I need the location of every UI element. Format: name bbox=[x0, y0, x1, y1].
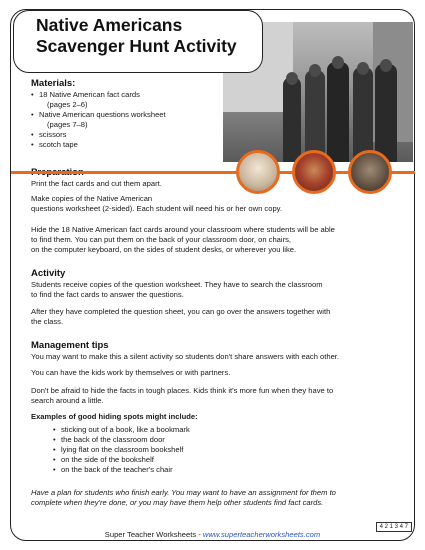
portrait-circle-2 bbox=[292, 150, 336, 194]
hiding-spots-list bbox=[53, 425, 401, 475]
list-item: • lying flat on the classroom bookshelf bbox=[53, 445, 401, 455]
worksheet-code: 4 2 1 3 4 7 bbox=[376, 522, 412, 532]
footer bbox=[0, 530, 425, 539]
portrait-circle-1 bbox=[236, 150, 280, 194]
list-item: • sticking out of a book, like a bookmark bbox=[53, 425, 401, 435]
tips-hide: Don't be afraid to hide the facts in tough places. Kids think it's more fun when they have to search around a little. bbox=[31, 386, 334, 405]
list-item: • scissors bbox=[31, 130, 401, 140]
list-item: • on the back of the teacher's chair bbox=[53, 465, 401, 475]
closing-note: Have a plan for students who finish early. You may want to have an assignment for them to complete when they're done, or you may have them help other students find fact cards. bbox=[31, 488, 336, 507]
preparation-copies: Make copies of the Native American questions worksheet (2-sided). Each student will need his or her own copy. bbox=[31, 194, 283, 213]
tips-heading: Management tips bbox=[31, 340, 109, 351]
activity-review: After they have completed the question sheet, you can go over the answers together with the class. bbox=[31, 307, 331, 326]
list-item: • 18 Native American fact cards (pages 2–6) bbox=[31, 90, 401, 110]
examples-heading: Examples of good hiding spots might include: bbox=[31, 412, 198, 421]
list-item: • on the side of the bookshelf bbox=[53, 455, 401, 465]
list-item: • Native American questions worksheet (pages 7–8) bbox=[31, 110, 401, 130]
materials-heading: Materials: bbox=[31, 78, 76, 89]
preparation-text-1: Print the fact cards and cut them apart. bbox=[31, 179, 162, 188]
title-line-1: Native Americans bbox=[36, 15, 183, 35]
list-item: • the back of the classroom door bbox=[53, 435, 401, 445]
portrait-circle-3 bbox=[348, 150, 392, 194]
list-item: • scotch tape bbox=[31, 140, 401, 150]
tips-section: Management tips You may want to make this a silent activity so students don't share answers with each other. bbox=[31, 340, 401, 362]
footer-site-name: Super Teacher Worksheets - bbox=[104, 530, 203, 539]
tips-partners: You can have the kids work by themselves or with partners. bbox=[31, 368, 231, 377]
tips-examples bbox=[31, 412, 401, 475]
footer-url-link[interactable]: www.superteacherworksheets.com bbox=[202, 530, 321, 539]
title-box bbox=[13, 10, 263, 73]
title-line-2: Scavenger Hunt Activity bbox=[36, 36, 237, 56]
activity-section: Activity Students receive copies of the question worksheet. They have to search the classroom to find the fact cards to answer the questions. bbox=[31, 268, 401, 300]
preparation-hide: Hide the 18 Native American fact cards around your classroom where students will be able to find them. You can put them on the back of your classroom door, on chairs, on the computer keyboard, on the sides of student desks, or wherever you like. bbox=[31, 225, 335, 254]
activity-heading: Activity bbox=[31, 268, 66, 279]
